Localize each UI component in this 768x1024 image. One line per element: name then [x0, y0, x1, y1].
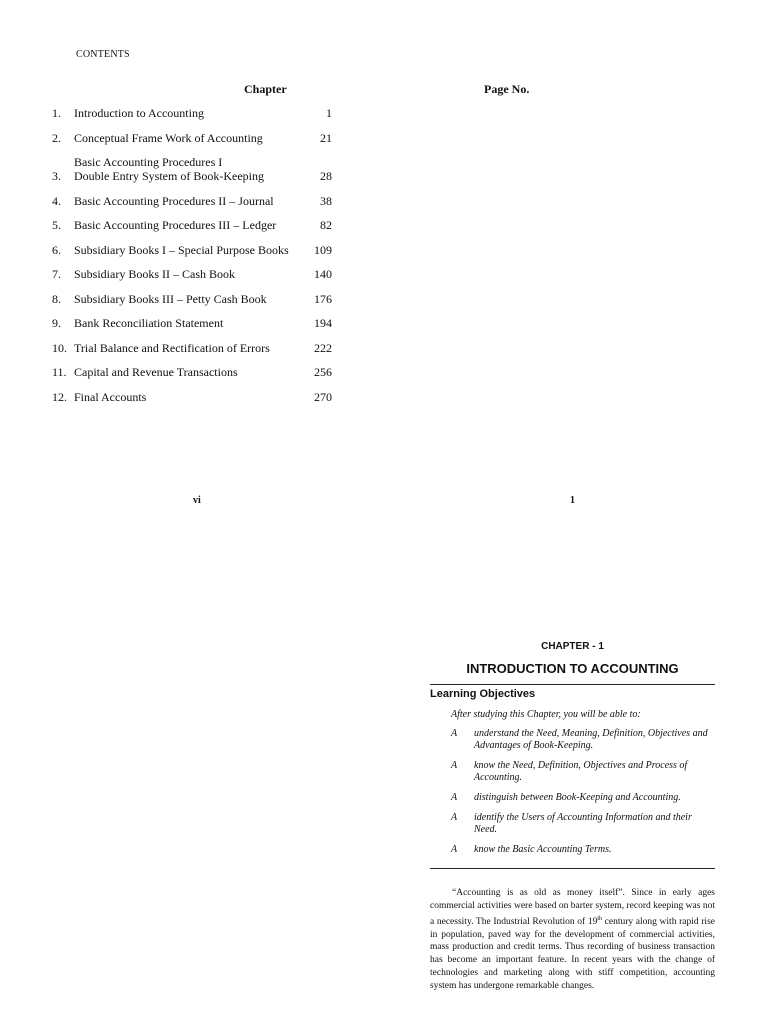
- toc-row: [52, 390, 332, 404]
- toc-title: [74, 106, 296, 120]
- toc-number: 4.: [52, 193, 61, 208]
- learning-objective-text: distinguish between Book-Keeping and Accounting.: [474, 792, 681, 803]
- toc-row: [52, 106, 332, 120]
- contents-heading: CONTENTS: [76, 49, 130, 60]
- toc-number: 3.: [52, 169, 61, 183]
- learning-objective-text: know the Need, Definition, Objectives and Process of Accounting.: [474, 760, 688, 783]
- page-number-right: 1: [570, 495, 575, 506]
- toc-row: [52, 218, 332, 232]
- learning-objective-text: identify the Users of Accounting Information and their Need.: [474, 812, 692, 835]
- toc-page-number: 21: [320, 130, 332, 145]
- learning-objectives-intro: After studying this Chapter, you will be able to:: [451, 709, 641, 720]
- toc-number: 8.: [52, 291, 61, 306]
- toc-title-line: Trial Balance and Rectification of Errors: [74, 340, 270, 355]
- chapter-title: INTRODUCTION TO ACCOUNTING: [466, 661, 679, 676]
- learning-objectives-heading: Learning Objectives: [430, 688, 536, 700]
- toc-number: 12.: [52, 389, 67, 404]
- toc-page-number: 38: [320, 193, 332, 208]
- bullet-marker: A: [451, 792, 458, 803]
- toc-number: 2.: [52, 130, 61, 145]
- toc-title-line: Final Accounts: [74, 389, 147, 404]
- chapter-intro-paragraph: [430, 887, 715, 993]
- toc-title: [74, 243, 296, 257]
- toc-row: [52, 194, 332, 208]
- toc-page-number: 28: [320, 169, 332, 183]
- toc-page-number: 222: [314, 340, 332, 355]
- table-of-contents: [52, 106, 332, 414]
- toc-title-line: Capital and Revenue Transactions: [74, 365, 238, 379]
- toc-number: 10.: [52, 340, 67, 355]
- toc-number: 7.: [52, 267, 61, 281]
- bullet-marker: A: [451, 728, 458, 739]
- toc-title-line: Basic Accounting Procedures II – Journal: [74, 193, 274, 208]
- toc-row: [52, 365, 332, 379]
- toc-number: 11.: [52, 365, 67, 379]
- toc-title: [74, 218, 296, 232]
- bullet-marker: A: [451, 844, 458, 855]
- toc-page-number: 256: [314, 365, 332, 379]
- paragraph-text-continued: century along with rapid rise in population, paved way for the development of commercial activities, mass production and credit terms. Thus recording of business transaction has become an important feature. In recent years with the change of technologies and marketing along with stiff competition, accounting system has undergone remarkable changes.: [430, 916, 715, 991]
- toc-page-column-header: Page No.: [484, 82, 530, 96]
- toc-title-line: Double Entry System of Book-Keeping: [74, 169, 264, 183]
- learning-objective-item: [451, 844, 715, 856]
- toc-title-line: Basic Accounting Procedures III – Ledger: [74, 218, 277, 232]
- chapter-number-label: CHAPTER - 1: [541, 641, 604, 652]
- toc-title-line: Basic Accounting Procedures I: [74, 155, 223, 169]
- toc-row: [52, 155, 332, 183]
- toc-title: [74, 365, 296, 379]
- toc-row: [52, 131, 332, 145]
- toc-title: [74, 267, 296, 281]
- bullet-marker: A: [451, 760, 458, 771]
- toc-number: 5.: [52, 218, 61, 232]
- toc-page-number: 270: [314, 389, 332, 404]
- toc-number: 1.: [52, 106, 61, 120]
- learning-objectives-list: [451, 728, 715, 864]
- toc-row: [52, 316, 332, 330]
- bullet-marker: A: [451, 812, 458, 823]
- objectives-divider: [430, 868, 715, 869]
- toc-number: 6.: [52, 242, 61, 257]
- toc-title: [74, 390, 296, 404]
- toc-number: 9.: [52, 316, 61, 330]
- toc-row: [52, 267, 332, 281]
- toc-page-number: 194: [314, 316, 332, 330]
- toc-page-number: 109: [314, 242, 332, 257]
- toc-title-line: Subsidiary Books III – Petty Cash Book: [74, 291, 267, 306]
- toc-row: [52, 341, 332, 355]
- toc-chapter-column-header: Chapter: [244, 82, 287, 96]
- toc-title-line: Conceptual Frame Work of Accounting: [74, 130, 263, 145]
- toc-title: [74, 316, 296, 330]
- toc-title-line: Introduction to Accounting: [74, 106, 204, 120]
- toc-page-number: 82: [320, 218, 332, 232]
- toc-title-line: Subsidiary Books II – Cash Book: [74, 267, 236, 281]
- title-divider: [430, 684, 715, 685]
- learning-objective-item: [451, 792, 715, 804]
- toc-title: [74, 341, 296, 355]
- learning-objective-item: [451, 760, 715, 784]
- toc-title: [74, 131, 296, 145]
- learning-objective-text: understand the Need, Meaning, Definition, Objectives and Advantages of Book-Keeping.: [474, 728, 708, 751]
- toc-title: [74, 194, 296, 208]
- toc-title: [74, 292, 296, 306]
- paragraph-text: “Accounting is as old as money itself”. Since in early ages commercial activities were based on barter system, record keeping was not a necessity. The Industrial Revolution of 19: [430, 888, 715, 927]
- toc-row: [52, 292, 332, 306]
- learning-objective-item: [451, 812, 715, 836]
- superscript: th: [597, 915, 603, 922]
- toc-page-number: 176: [314, 291, 332, 306]
- toc-page-number: 1: [326, 106, 332, 120]
- page-number-left: vi: [193, 495, 201, 506]
- learning-objective-item: [451, 728, 715, 752]
- toc-row: [52, 243, 332, 257]
- toc-title-line: Bank Reconciliation Statement: [74, 316, 224, 330]
- learning-objective-text: know the Basic Accounting Terms.: [474, 844, 612, 855]
- toc-title: [74, 155, 296, 183]
- toc-page-number: 140: [314, 267, 332, 281]
- toc-title-line: Subsidiary Books I – Special Purpose Books: [74, 242, 289, 257]
